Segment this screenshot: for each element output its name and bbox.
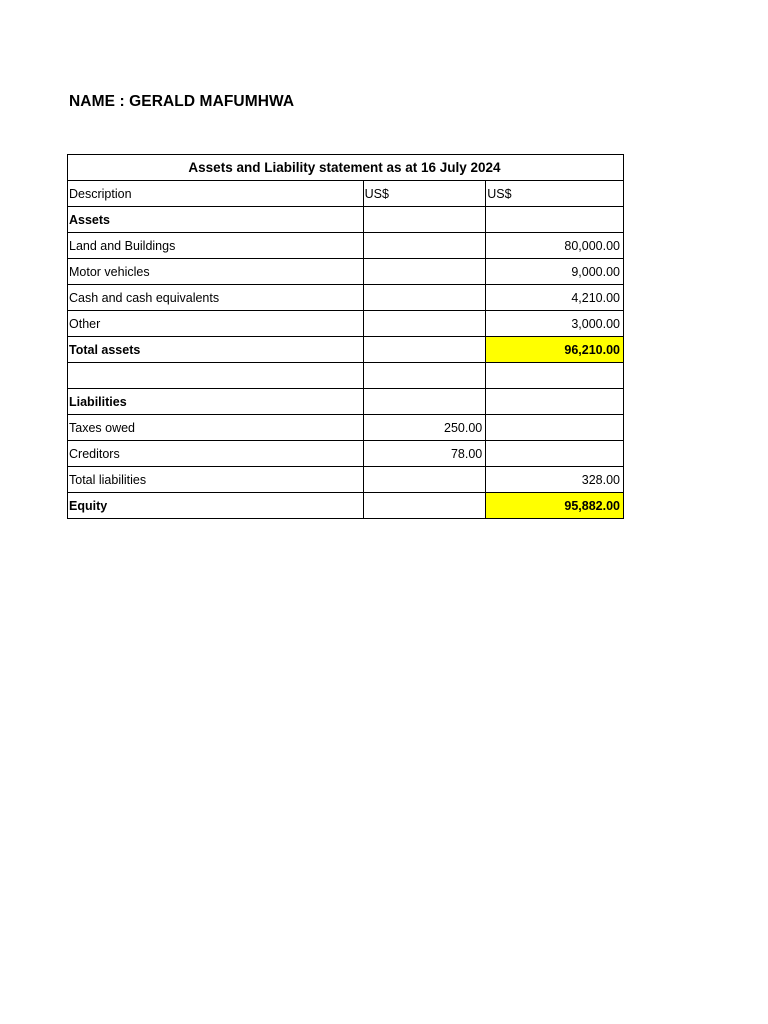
row-label: Other xyxy=(68,311,364,337)
row-value-col3 xyxy=(486,415,624,441)
table-row xyxy=(68,441,624,467)
row-value-col2 xyxy=(363,233,486,259)
row-label: Equity xyxy=(68,493,364,519)
assets-liability-table xyxy=(67,154,624,519)
row-label: Cash and cash equivalents xyxy=(68,285,364,311)
row-value-col2: 250.00 xyxy=(363,415,486,441)
table-row xyxy=(68,467,624,493)
row-value-col3 xyxy=(486,389,624,415)
row-label: Land and Buildings xyxy=(68,233,364,259)
row-value-col2 xyxy=(363,285,486,311)
table-row xyxy=(68,337,624,363)
row-value-col3: 96,210.00 xyxy=(486,337,624,363)
row-label: Creditors xyxy=(68,441,364,467)
table-row xyxy=(68,233,624,259)
table-row xyxy=(68,207,624,233)
column-header-usd-2: US$ xyxy=(486,181,624,207)
column-header-description: Description xyxy=(68,181,364,207)
column-header-row xyxy=(68,181,624,207)
row-value-col3 xyxy=(486,363,624,389)
name-heading: NAME : GERALD MAFUMHWA xyxy=(69,93,295,110)
row-value-col2 xyxy=(363,207,486,233)
row-value-col3: 9,000.00 xyxy=(486,259,624,285)
row-label: Motor vehicles xyxy=(68,259,364,285)
table-row xyxy=(68,285,624,311)
table-title: Assets and Liability statement as at 16 July 2024 xyxy=(68,155,624,181)
row-value-col3: 80,000.00 xyxy=(486,233,624,259)
row-value-col3: 328.00 xyxy=(486,467,624,493)
row-value-col2: 78.00 xyxy=(363,441,486,467)
row-label: Total assets xyxy=(68,337,364,363)
row-label: Assets xyxy=(68,207,364,233)
table-row xyxy=(68,363,624,389)
row-label: Total liabilities xyxy=(68,467,364,493)
table-row xyxy=(68,415,624,441)
row-label: Liabilities xyxy=(68,389,364,415)
row-label xyxy=(68,363,364,389)
table-row xyxy=(68,259,624,285)
row-value-col2 xyxy=(363,311,486,337)
table-row xyxy=(68,311,624,337)
row-value-col2 xyxy=(363,337,486,363)
row-value-col3: 3,000.00 xyxy=(486,311,624,337)
row-value-col2 xyxy=(363,467,486,493)
row-value-col2 xyxy=(363,259,486,285)
table-row xyxy=(68,493,624,519)
row-value-col3: 95,882.00 xyxy=(486,493,624,519)
column-header-usd-1: US$ xyxy=(363,181,486,207)
row-value-col2 xyxy=(363,363,486,389)
row-value-col3 xyxy=(486,441,624,467)
row-value-col2 xyxy=(363,389,486,415)
table-row xyxy=(68,389,624,415)
table-title-row xyxy=(68,155,624,181)
row-value-col2 xyxy=(363,493,486,519)
row-value-col3: 4,210.00 xyxy=(486,285,624,311)
row-value-col3 xyxy=(486,207,624,233)
row-label: Taxes owed xyxy=(68,415,364,441)
